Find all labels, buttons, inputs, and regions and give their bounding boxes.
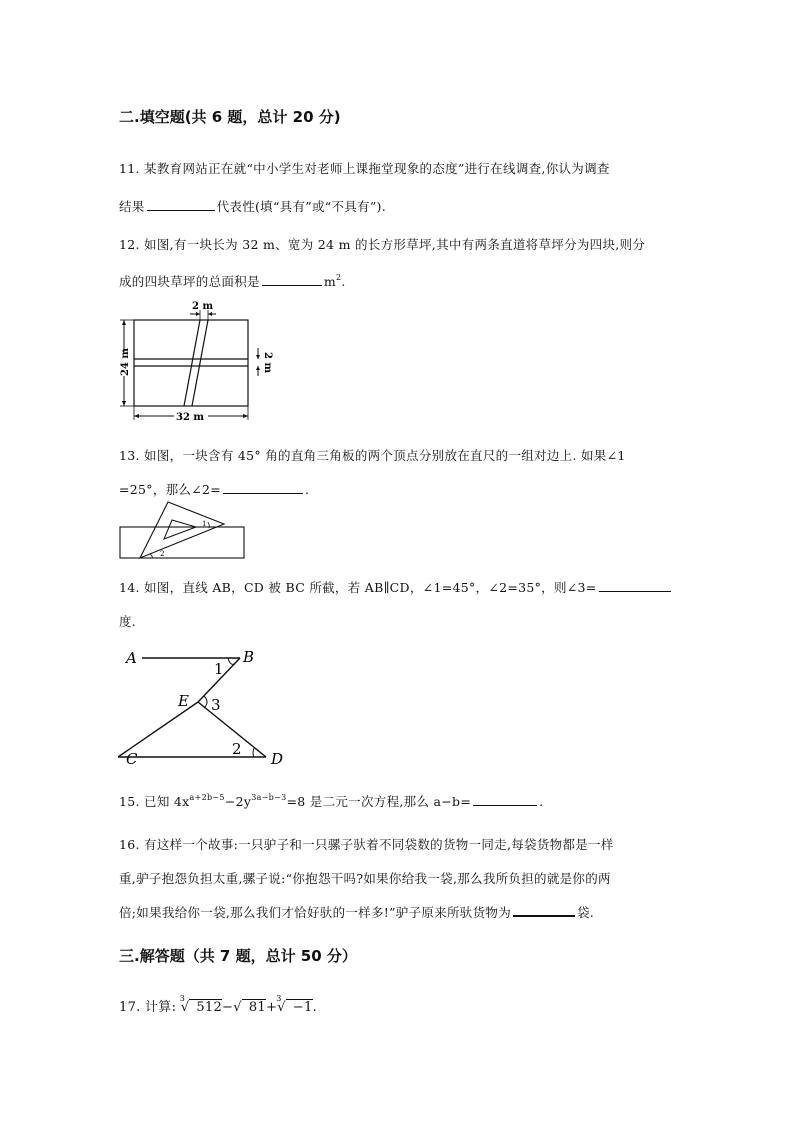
bottom-width-label: 32 m: [176, 412, 204, 423]
q12-text-a: 成的四块草坪的总面积是: [119, 274, 260, 289]
angle1-label: 1: [214, 660, 224, 678]
q16-line3: [119, 903, 594, 921]
cube-root-neg1: 3 √ −1: [276, 994, 313, 1015]
angle2-label: 2: [232, 740, 242, 758]
root-index: 3: [276, 994, 282, 1003]
q15-text-b: −2y: [224, 794, 252, 809]
answer-blank[interactable]: [513, 903, 575, 917]
q13-text-a: =25°，那么∠2=: [119, 482, 222, 497]
top-width-label: 2 m: [192, 301, 214, 312]
answer-blank[interactable]: [599, 579, 671, 592]
point-a-label: A: [126, 649, 137, 667]
q12-line1: 12. 如图,有一块长为 32 m、宽为 24 m 的长方形草坪,其中有两条直道将草坪分为四块,则分: [119, 237, 646, 252]
q16-line1: 16. 有这样一个故事:一只驴子和一只骡子驮着不同袋数的货物一同走,每袋货物都是一样: [119, 837, 614, 852]
q15-text-a: 15. 已知 4x: [119, 794, 190, 809]
q15-exp2: 3a−b−3: [251, 793, 287, 802]
root-index: 3: [179, 994, 186, 1003]
q12-line2: [119, 272, 346, 290]
right-width-label: 2 m: [262, 352, 273, 374]
q16-text-a: 倍;如果我给你一袋,那么我们才恰好驮的一样多!”驴子原来所驮货物为: [119, 905, 511, 920]
angle3-label: 3: [211, 696, 221, 714]
q15-end: .: [539, 794, 544, 809]
q12-end: .: [341, 274, 346, 289]
lawn-figure: [112, 296, 292, 424]
q12-unit-sup: 2: [335, 273, 342, 282]
answer-blank[interactable]: [473, 793, 537, 806]
point-d-label: D: [271, 750, 284, 768]
point-c-label: C: [126, 750, 138, 768]
answer-blank[interactable]: [262, 273, 322, 286]
q11-line2: [119, 197, 386, 215]
radicand: −1: [286, 999, 313, 1015]
radicand: 512: [189, 999, 222, 1015]
radicand: 81: [242, 999, 266, 1015]
q16-line2: 重,驴子抱怨负担太重,骡子说:“你抱怨干吗?如果你给我一袋,那么我所负担的就是你的两: [119, 871, 611, 886]
parallel-lines-figure: [118, 642, 294, 772]
q11-text-a: 结果: [119, 199, 145, 214]
answer-blank[interactable]: [147, 198, 215, 211]
q17-label: 17. 计算:: [119, 1000, 177, 1015]
minus-sign: −: [222, 1000, 234, 1015]
q13-line2: [119, 480, 309, 498]
q11-line1: 11. 某教育网站正在就“中小学生对老师上课拖堂现象的态度”进行在线调查,你认为调查: [119, 161, 610, 176]
q12-unit: m: [323, 274, 336, 289]
section-title: 三.解答题（共 7 题，总计 50 分）: [119, 947, 357, 965]
q13-line1: 13. 如图，一块含有 45° 角的直角三角板的两个顶点分别放在直尺的一组对边上. 如果∠1: [119, 448, 626, 463]
point-b-label: B: [243, 648, 255, 666]
point-e-label: E: [178, 692, 189, 710]
angle1-label: 1: [202, 520, 207, 528]
q17-end: .: [312, 1000, 317, 1015]
ruler-triangle-figure: [116, 498, 248, 562]
square-root-81: √ 81: [233, 1000, 266, 1015]
plus-sign: +: [266, 1000, 278, 1015]
q15-line: [119, 792, 543, 810]
q15-exp1: a+2b−5: [189, 793, 225, 802]
left-height-label: 24 m: [120, 348, 131, 376]
cube-root-512: 3 √ 512: [179, 994, 223, 1015]
section-title: 二.填空题(共 6 题，总计 20 分): [119, 108, 341, 126]
q17-line: [119, 996, 317, 1015]
q16-end: 袋.: [577, 905, 595, 920]
q14-text-a: 14. 如图，直线 AB，CD 被 BC 所截，若 AB∥CD，∠1=45°，∠2=35°，则∠3=: [119, 580, 597, 595]
answer-blank[interactable]: [223, 481, 303, 494]
angle2-label: 2: [160, 550, 165, 558]
q14-line1: [119, 578, 673, 596]
q14-line2: 度.: [119, 614, 137, 629]
q13-end: .: [305, 482, 310, 497]
q15-text-c: =8 是二元一次方程,那么 a−b=: [286, 794, 472, 809]
q11-text-b: 代表性(填“具有”或“不具有”).: [216, 199, 386, 214]
